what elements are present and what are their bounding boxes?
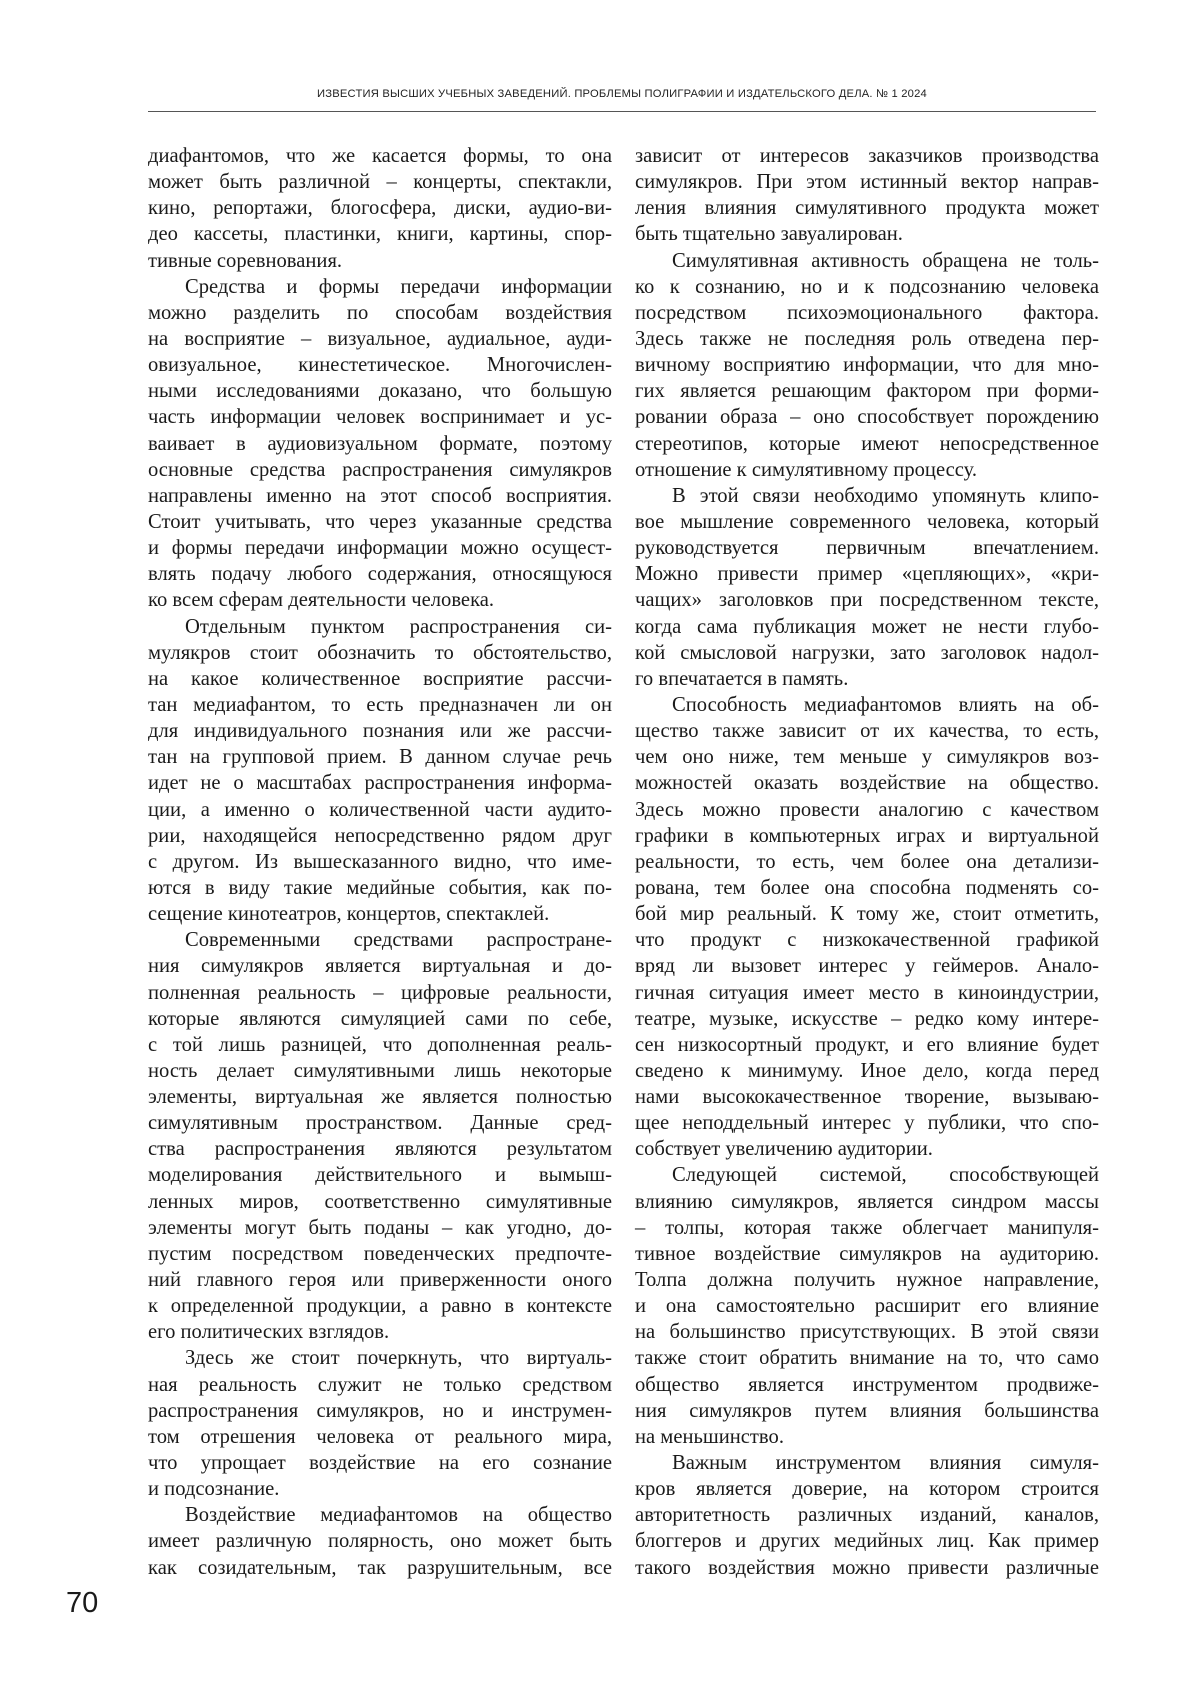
text-line: ления влияния симулятивного продукта может bbox=[635, 197, 1099, 220]
text-line: том отрешения человека от реального мира, bbox=[148, 1425, 612, 1448]
text-line: с другом. Из вышесказанного видно, что име- bbox=[148, 850, 612, 873]
text-line: что упрощает воздействие на его сознание bbox=[148, 1452, 612, 1475]
text-line: Воздействие медиафантомов на общество bbox=[185, 1504, 612, 1527]
text-line: направлены именно на этот способ восприятия. bbox=[148, 484, 612, 507]
right-column bbox=[635, 143, 1099, 1581]
text-line: Современными средствами распростране- bbox=[185, 929, 612, 952]
text-line: идет не о масштабах распространения информа- bbox=[148, 772, 612, 795]
text-line: тивные соревнования. bbox=[148, 249, 343, 272]
text-line: руководствуется первичным впечатлением. bbox=[635, 537, 1099, 560]
text-line: Стоит учитывать, что через указанные средства bbox=[148, 510, 612, 533]
text-line: гичная ситуация имеет место в киноиндустрии, bbox=[635, 981, 1099, 1004]
text-line: сен низкосортный продукт, и его влияние будет bbox=[635, 1033, 1099, 1056]
text-line: театре, музыке, искусстве – редко кому интере- bbox=[635, 1007, 1099, 1030]
text-line: его политических взглядов. bbox=[148, 1321, 390, 1344]
text-line: вое мышление современного человека, который bbox=[635, 510, 1099, 533]
text-line: распространения симулякров, но и инструмен- bbox=[148, 1399, 612, 1422]
text-line: графики в компьютерных играх и виртуальной bbox=[635, 824, 1099, 847]
text-line: элементы, виртуальная же является полностью bbox=[148, 1086, 612, 1109]
text-line: посредством психоэмоционального фактора. bbox=[635, 301, 1099, 324]
text-line: тан медиафантом, то есть предназначен ли он bbox=[148, 693, 612, 716]
text-line: мулякров стоит обозначить то обстоятельство, bbox=[148, 641, 612, 664]
text-line: щество также зависит от их качества, то есть, bbox=[635, 720, 1099, 743]
text-line: Можно привести пример «цепляющих», «кри- bbox=[635, 563, 1099, 586]
text-line: общество является инструментом продвиже- bbox=[635, 1373, 1099, 1396]
text-line: к определенной продукции, а равно в контексте bbox=[148, 1295, 612, 1318]
text-line: ваивает в аудиовизуальном формате, поэтому bbox=[148, 432, 612, 455]
text-line: сещение кинотеатров, концертов, спектаклей. bbox=[148, 903, 550, 926]
text-line: основные средства распространения симулякров bbox=[148, 458, 612, 481]
text-line: имеет различную полярность, оно может быть bbox=[148, 1530, 612, 1553]
text-line: влиянию симулякров, является синдром массы bbox=[635, 1190, 1099, 1213]
text-line: Здесь также не последняя роль отведена пер- bbox=[635, 327, 1099, 350]
text-line: Здесь же стоит почеркнуть, что виртуаль- bbox=[185, 1347, 612, 1370]
text-line: зависит от интересов заказчиков производства bbox=[635, 145, 1099, 167]
text-line: симулякров. При этом истинный вектор направ- bbox=[635, 171, 1099, 194]
text-line: В этой связи необходимо упомянуть клипо- bbox=[672, 484, 1099, 507]
text-line: Важным инструментом влияния симуля- bbox=[672, 1452, 1099, 1475]
text-line: бой мир реальный. К тому же, стоит отметить, bbox=[635, 903, 1099, 926]
header-rule bbox=[148, 111, 1096, 112]
text-line: щее неподдельный интерес у публики, что спо- bbox=[635, 1112, 1099, 1135]
text-line: Способность медиафантомов влиять на об- bbox=[672, 693, 1099, 716]
text-line: ная реальность служит не только средством bbox=[148, 1373, 612, 1396]
text-line: которые являются симуляцией сами по себе, bbox=[148, 1007, 612, 1030]
text-line: реальности, то есть, чем более она детализи- bbox=[635, 850, 1099, 873]
text-line: ровании образа – оно способствует порождению bbox=[635, 406, 1099, 429]
text-line: сведено к минимуму. Иное дело, когда перед bbox=[635, 1059, 1099, 1082]
running-header: ИЗВЕСТИЯ ВЫСШИХ УЧЕБНЫХ ЗАВЕДЕНИЙ. ПРОБЛЕМЫ ПОЛИГРАФИИ И ИЗДАТЕЛЬСКОГО ДЕЛА. № 1 2024 bbox=[317, 88, 927, 100]
text-line: чащих» заголовков при посредственном тексте, bbox=[635, 589, 1099, 612]
text-line: кров является доверие, на котором строится bbox=[635, 1478, 1099, 1501]
left-column bbox=[148, 143, 612, 1581]
text-line: ко всем сферам деятельности человека. bbox=[148, 589, 495, 612]
text-line: отношение к симулятивному процессу. bbox=[635, 458, 977, 481]
text-line: Здесь можно провести аналогию с качеством bbox=[635, 798, 1099, 821]
text-line: рована, тем более она способна подменять со- bbox=[635, 876, 1099, 899]
text-line: гих является решающим фактором при форми- bbox=[635, 380, 1099, 403]
text-line: на меньшинство. bbox=[635, 1425, 784, 1448]
text-line: влять подачу любого содержания, относящуюся bbox=[148, 563, 612, 586]
text-line: рии, находящейся непосредственно рядом друг bbox=[148, 824, 612, 847]
text-line: ко к сознанию, но и к подсознанию человека bbox=[635, 275, 1099, 298]
text-line: диафантомов, что же касается формы, то она bbox=[148, 145, 612, 167]
text-line: на восприятие – визуальное, аудиальное, ауди- bbox=[148, 327, 612, 350]
text-line: пустим посредством поведенческих предпочте- bbox=[148, 1242, 612, 1265]
text-line: и формы передачи информации можно осущест- bbox=[148, 537, 612, 560]
text-line: на большинство присутствующих. В этой связи bbox=[635, 1321, 1099, 1344]
text-line: чем оно ниже, тем меньше у симулякров воз- bbox=[635, 746, 1099, 769]
text-line: для индивидуального познания или же рассчи- bbox=[148, 720, 612, 743]
text-line: можностей оказать воздействие на общество. bbox=[635, 772, 1099, 795]
text-line: ния симулякров путем влияния большинства bbox=[635, 1399, 1099, 1422]
text-line: может быть различной – концерты, спектакли, bbox=[148, 171, 612, 194]
text-line: элементы могут быть поданы – как угодно, до- bbox=[148, 1216, 612, 1239]
text-line: и подсознание. bbox=[148, 1478, 280, 1501]
text-line: стереотипов, которые имеют непосредственное bbox=[635, 432, 1099, 455]
text-line: тивное воздействие симулякров на аудиторию. bbox=[635, 1242, 1099, 1265]
text-line: часть информации человек воспринимает и ус- bbox=[148, 406, 612, 429]
text-line: нами высококачественное творение, вызываю- bbox=[635, 1086, 1099, 1109]
text-line: когда сама публикация может не нести глубо- bbox=[635, 615, 1099, 638]
text-line: Симулятивная активность обращена не толь- bbox=[672, 249, 1099, 272]
text-line: и она самостоятельно расширит его влияние bbox=[635, 1295, 1099, 1318]
text-line: на какое количественное восприятие рассчи- bbox=[148, 667, 612, 690]
text-line: быть тщательно завуалирован. bbox=[635, 223, 903, 246]
text-line: вичному восприятию информации, что для мно- bbox=[635, 354, 1099, 377]
text-line: собствует увеличению аудитории. bbox=[635, 1138, 933, 1161]
text-line: Отдельным пунктом распространения си- bbox=[185, 615, 612, 638]
text-line: ния симулякров является виртуальная и до- bbox=[148, 955, 612, 978]
text-line: что продукт с низкокачественной графикой bbox=[635, 929, 1099, 952]
text-line: такого воздействия можно привести различные bbox=[635, 1556, 1099, 1579]
text-line: го впечатается в память. bbox=[635, 667, 849, 690]
text-line: моделирования действительного и вымыш- bbox=[148, 1164, 612, 1187]
text-line: део кассеты, пластинки, книги, картины, спор- bbox=[148, 223, 612, 246]
text-line: ний главного героя или приверженности оного bbox=[148, 1269, 612, 1292]
text-line: тан на групповой прием. В данном случае речь bbox=[148, 746, 612, 769]
page-number: 70 bbox=[66, 1587, 99, 1619]
text-line: Толпа должна получить нужное направление, bbox=[635, 1269, 1099, 1292]
text-line: кой смысловой нагрузки, зато заголовок надол- bbox=[635, 641, 1099, 664]
text-line: вряд ли вызовет интерес у геймеров. Анало- bbox=[635, 955, 1099, 978]
text-line: также стоит обратить внимание на то, что само bbox=[635, 1347, 1099, 1370]
text-line: авторитетность различных изданий, каналов, bbox=[635, 1504, 1099, 1527]
text-line: как созидательным, так разрушительным, все bbox=[148, 1556, 612, 1579]
text-line: ства распространения являются результатом bbox=[148, 1138, 612, 1161]
text-line: ции, а именно о количественной части аудито- bbox=[148, 798, 612, 821]
text-line: – толпы, которая также облегчает манипуля- bbox=[635, 1216, 1099, 1239]
text-line: ность делает симулятивными лишь некоторые bbox=[148, 1059, 612, 1082]
text-line: кино, репортажи, блогосфера, диски, аудио-ви- bbox=[148, 197, 612, 220]
text-line: ленных миров, соответственно симулятивные bbox=[148, 1190, 612, 1213]
text-line: можно разделить по способам воздействия bbox=[148, 301, 612, 324]
text-line: овизуальное, кинестетическое. Многочислен- bbox=[148, 354, 612, 377]
text-line: блоггеров и других медийных лиц. Как пример bbox=[635, 1530, 1099, 1553]
text-line: ются в виду такие медийные события, как по- bbox=[148, 876, 612, 899]
text-line: полненная реальность – цифровые реальности, bbox=[148, 981, 612, 1004]
text-line: симулятивным пространством. Данные сред- bbox=[148, 1112, 612, 1135]
text-line: ными исследованиями доказано, что большую bbox=[148, 380, 612, 403]
text-line: с той лишь разницей, что дополненная реаль- bbox=[148, 1033, 612, 1056]
text-line: Средства и формы передачи информации bbox=[185, 275, 612, 298]
text-line: Следующей системой, способствующей bbox=[672, 1164, 1099, 1187]
